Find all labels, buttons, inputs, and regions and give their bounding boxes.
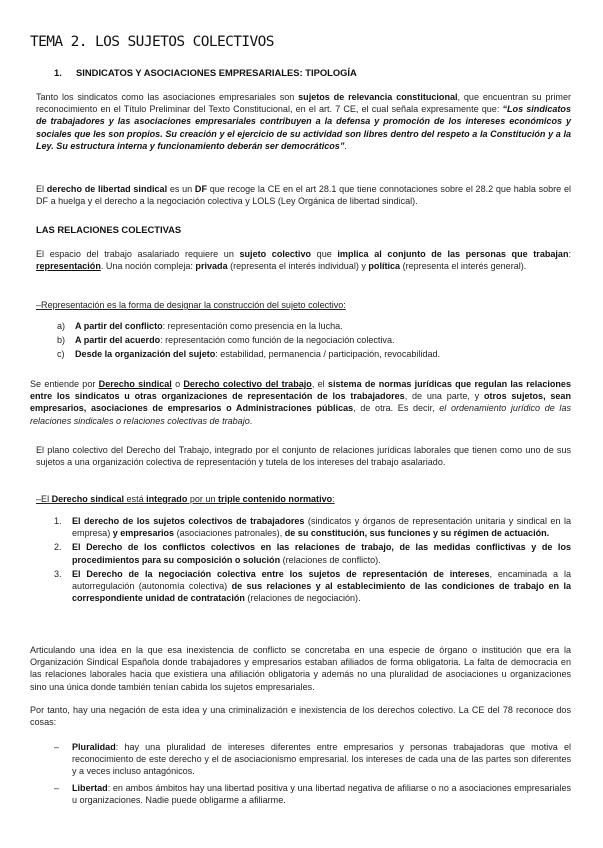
list-item: – Libertad: en ambos ámbitos hay una libertad positiva y una libertad negativa de afiliarse o no a asociaciones empresariales u organizaciones. Nadie puede obligarme a afiliarme. <box>54 782 571 805</box>
paragraph-derecho-sindical-definicion: Se entiende por Derecho sindical o Derecho colectivo del trabajo, el sistema de normas jurídicas que regulan las relaciones entre los sindicatos u otras organizaciones de representación de los trabajadores, de una parte, y otros sujetos, sean empresarios, asociaciones de empresarios o Administraciones públicas, de otra. Es decir, el ordenamiento jurídico de las relaciones sindicales o relaciones colectivas de trabajo. <box>30 379 571 426</box>
paragraph-ce-78: Por tanto, hay una negación de esta idea y una criminalización e inexistencia de los derechos colectivo. La CE del 78 reconoce dos cosas: <box>30 705 571 728</box>
list-item: 2. El Derecho de los conflictos colectivos en las relaciones de trabajo, de las medidas conflictivas y de los procedimientos para su composición o solución (relaciones de conflicto). <box>54 542 571 565</box>
list-item: 3. El Derecho de la negociación colectiva entre los sujetos de representación de intereses, encaminada a la autorregulación (autonomía colectiva) de sus relaciones y al establecimiento de las condiciones de trabajo en la correspondiente unidad de contratación (relaciones de negociación). <box>54 568 571 604</box>
list-ce-reconoce <box>54 741 571 806</box>
heading-relaciones-colectivas: LAS RELACIONES COLECTIVAS <box>36 224 182 235</box>
list-item: a) A partir del conflicto: representación como presencia en la lucha. <box>57 321 343 331</box>
section-heading-text: SINDICATOS Y ASOCIACIONES EMPRESARIALES: TIPOLOGÍA <box>76 67 357 78</box>
list-item: 1. El derecho de los sujetos colectivos de trabajadores (sindicatos y órganos de representación unitaria y sindical en la empresa) y empresarios (asociaciones patronales), de su constitución, sus funciones y su régimen de actuación. <box>54 516 571 539</box>
list-item: – Pluralidad: hay una pluralidad de intereses diferentes entre empresarios y personas trabajadoras que motiva el reconocimiento de este derecho y el de asociacionismo empresarial. los intereses de cada una de las partes son diferentes y a veces incluso antagónicos. <box>54 742 571 777</box>
paragraph-constitutional-relevance: Tanto los sindicatos como las asociaciones empresariales son sujetos de relevancia constitucional, que encuentran su primer reconocimiento en el Título Preliminar del Texto Constitucional, en el art. 7 CE, el cual señala expresamente que: “Los sindicatos de trabajadores y las asociaciones empresariales contribuyen a la defensa y promoción de los intereses económicos y sociales que les son propios. Su creación y el ejercicio de su actividad son libres dentro del respeto a la Constitución y a la Ley. Su estructura interna y funcionamiento deberán ser democráticos”. <box>36 92 571 151</box>
section-heading <box>54 67 357 78</box>
paragraph-sujeto-colectivo: El espacio del trabajo asalariado requiere un sujeto colectivo que implica al conjunto de las personas que trabajan: representación. Una noción compleja: privada (representa el interés individual) y política (representa el interés general). <box>36 249 571 272</box>
paragraph-organizacion-sindical: Articulando una idea en la que esa inexistencia de conflicto se concretaba en una especie de órgano o institución que era la Organización Sindical Española donde trabajadores y empresarios estaban afiliados de forma obligatoria. La falta de democracia en las relaciones laborales hacia que existiera una afiliación obligatoria y además no una pluralidad de asociaciones u organizaciones sino una única donde también tenían cabida los sujetos empresariales. <box>30 645 571 692</box>
list-item: c) Desde la organización del sujeto: estabilidad, permanencia / participación, revocabilidad. <box>57 348 441 359</box>
paragraph-libertad-sindical: El derecho de libertad sindical es un DF que recoge la CE en el art 28.1 que tiene connotaciones sobre el 28.2 que habla sobre el DF a huelga y el derecho a la negociación colectiva y LOLS (Ley Orgánica de libertad sindical). <box>36 184 571 207</box>
paragraph-plano-colectivo: El plano colectivo del Derecho del Trabajo, integrado por el conjunto de relaciones jurídicas laborales que tienen como uno de sus sujetos a una organización colectiva de representación y tutela de los intereses del trabajo asalariado. <box>36 445 571 468</box>
paragraph-triple-contenido: –El Derecho sindical está integrado por un triple contenido normativo: <box>36 494 335 504</box>
list-item: b) A partir del acuerdo: representación como función de la negociación colectiva. <box>57 334 395 345</box>
section-number: 1. <box>54 67 62 78</box>
paragraph-representacion: –Representación es la forma de designar la construcción del sujeto colectivo: <box>36 300 346 310</box>
list-representacion <box>57 320 557 361</box>
list-contenido-normativo <box>54 515 571 604</box>
page-title: TEMA 2. LOS SUJETOS COLECTIVOS <box>30 34 274 50</box>
